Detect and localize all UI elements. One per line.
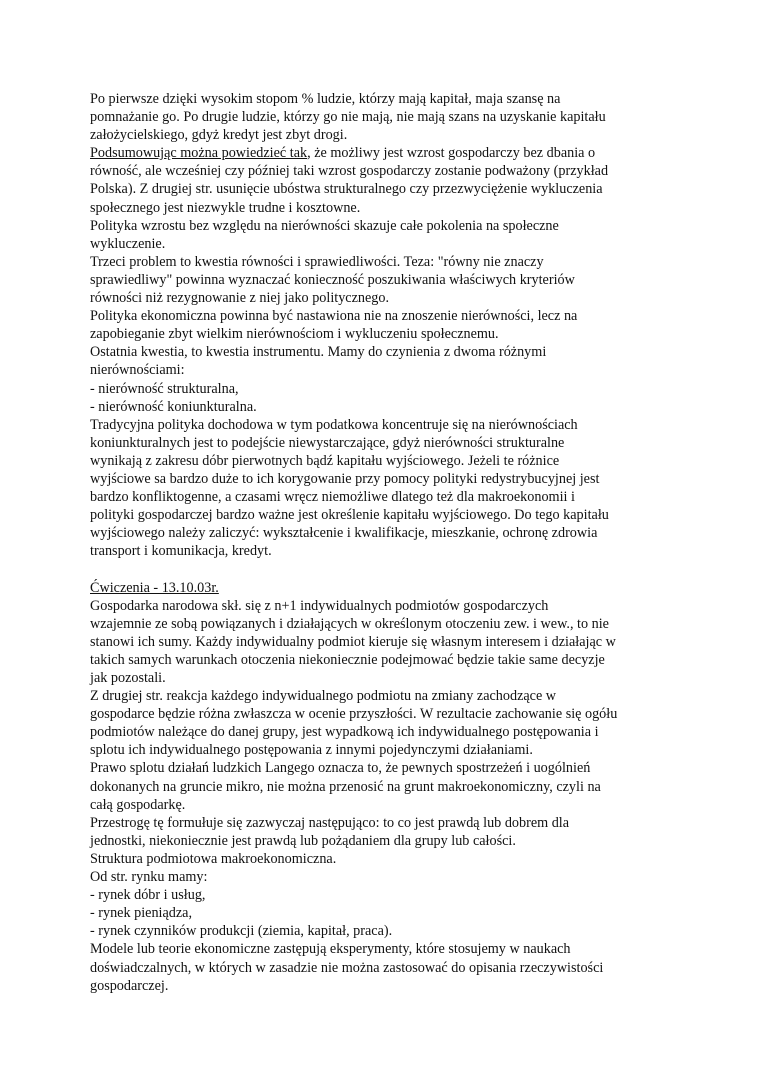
paragraph (90, 759, 670, 813)
paragraph (90, 416, 670, 561)
text-line: równość, ale wcześniej czy później taki wzrost gospodarczy zostanie podważony (przykład (90, 163, 609, 180)
text-line: Polityka wzrostu bez względu na nierówności skazuje całe pokolenia na społeczne (90, 217, 559, 234)
text-line: Polityka ekonomiczna powinna być nastawiona nie na znoszenie nierówności, lecz na (90, 308, 578, 325)
paragraph (90, 217, 670, 253)
text-line: Z drugiej str. reakcja każdego indywidualnego podmiotu na zmiany zachodzące w (90, 688, 557, 705)
text-line: dokonanych na gruncie mikro, nie można przenosić na grunt makroekonomiczny, czyli na (90, 778, 601, 795)
list-item: - nierówność koniunkturalna. (90, 398, 257, 415)
text-line: polityki gospodarczej bardzo ważne jest określenie kapitału wyjściowego. Do tego kapitału (90, 507, 609, 524)
paragraph (90, 90, 670, 144)
text-span: , że możliwy jest wzrost gospodarczy bez dbania o (307, 145, 596, 162)
text-line: społecznego jest niezwykle trudne i kosztowne. (90, 199, 361, 216)
text-line: doświadczalnych, w których w zasadzie nie można zastosować do opisania rzeczywistości (90, 959, 604, 976)
text-line: Modele lub teorie ekonomiczne zastępują eksperymenty, które stosujemy w naukach (90, 941, 571, 958)
text-line: podmiotów należące do danej grupy, jest wypadkową ich indywidualnego postępowania i (90, 724, 599, 741)
text-line: całą gospodarkę. (90, 796, 186, 813)
text-line: pomnażanie go. Po drugie ludzie, którzy go nie mają, nie mają szans na uzyskanie kapitału (90, 109, 606, 126)
section-heading: Ćwiczenia - 13.10.03r. (90, 579, 219, 596)
text-line: stanowi ich sumy. Każdy indywidualny podmiot kieruje się własnym interesem i działając w (90, 633, 616, 650)
paragraph (90, 597, 670, 687)
text-line: koniunkturalnych jest to podejście niewystarczające, gdyż nierówności strukturalne (90, 434, 565, 451)
text-line: Gospodarka narodowa skł. się z n+1 indywidualnych podmiotów gospodarczych (90, 597, 549, 614)
paragraph (90, 940, 670, 994)
text-line: Przestrogę tę formułuje się zazwyczaj następująco: to co jest prawdą lub dobrem dla (90, 814, 570, 831)
text-line: Ostatnia kwestia, to kwestia instrumentu. Mamy do czynienia z dwoma różnymi (90, 344, 547, 361)
paragraph (90, 814, 670, 850)
text-line: gospodarczej. (90, 977, 169, 994)
document-page (90, 90, 670, 995)
paragraph (90, 144, 670, 216)
text-line: transport i komunikacja, kredyt. (90, 543, 272, 560)
text-line: założycielskiego, gdyż kredyt jest zbyt drogi. (90, 127, 348, 144)
text-line: Tradycyjna polityka dochodowa w tym podatkowa koncentruje się na nierównościach (90, 416, 578, 433)
text-line: Polska). Z drugiej str. usunięcie ubóstwa strukturalnego czy przezwyciężenie wykluczenia (90, 181, 603, 198)
text-line: Prawo splotu działań ludzkich Langego oznacza to, że pewnych spostrzeżeń i uogólnień (90, 760, 591, 777)
text-line: wyjściowego należy zaliczyć: wykształcenie i kwalifikacje, mieszkanie, ochronę zdrowia (90, 525, 598, 542)
text-line: wynikają z zakresu dóbr pierwotnych bądź kapitału wyjściowego. Jeżeli te różnice (90, 452, 560, 469)
text-line: Trzeci problem to kwestia równości i sprawiedliwości. Teza: "równy nie znaczy (90, 253, 544, 270)
text-line (90, 144, 670, 162)
text-line: Struktura podmiotowa makroekonomiczna. (90, 850, 337, 867)
text-line: takich samych warunkach otoczenia niekoniecznie podejmować będzie takie same decyzje (90, 651, 605, 668)
text-line: Po pierwsze dzięki wysokim stopom % ludzie, którzy mają kapitał, maja szansę na (90, 91, 561, 107)
underlined-phrase: Podsumowując można powiedzieć tak (90, 145, 308, 162)
list-item: - nierówność strukturalna, (90, 380, 239, 397)
text-line: wykluczenie. (90, 235, 166, 252)
paragraph (90, 343, 670, 415)
text-line: równości niż rezygnowanie z niej jako politycznego. (90, 290, 390, 307)
text-line: sprawiedliwy" powinna wyznaczać konieczność poszukiwania właściwych kryteriów (90, 271, 575, 288)
paragraph (90, 850, 670, 940)
text-line: wzajemnie ze sobą powiązanych i działających w określonym otoczeniu zew. i wew., to nie (90, 615, 609, 632)
text-line: jak pozostali. (90, 670, 166, 686)
paragraph (90, 687, 670, 759)
list-item: - rynek pieniądza, (90, 905, 193, 922)
text-line: gospodarce będzie różna zwłaszcza w ocenie przyszłości. W rezultacie zachowanie się ogółu (90, 706, 618, 723)
list-item: - rynek dóbr i usług, (90, 887, 206, 904)
text-line: Od str. rynku mamy: (90, 869, 208, 886)
text-line: splotu ich indywidualnego postępowania z innymi pojedynczymi działaniami. (90, 742, 533, 759)
paragraph (90, 307, 670, 343)
text-line: jednostki, niekoniecznie jest prawdą lub pożądaniem dla grupy lub całości. (90, 832, 516, 849)
list-item: - rynek czynników produkcji (ziemia, kapitał, praca). (90, 923, 393, 940)
text-line: bardzo konfliktogenne, a czasami wręcz niemożliwe dlatego też dla makroekonomii i (90, 489, 575, 506)
text-line: zapobieganie zbyt wielkim nierównościom i wykluczeniu społecznemu. (90, 326, 499, 343)
paragraph (90, 253, 670, 307)
text-line: wyjściowe sa bardzo duże to ich korygowanie przy pomocy polityki redystrybucyjnej jest (90, 470, 600, 487)
blank-line (90, 560, 670, 578)
text-line: nierównościami: (90, 362, 185, 379)
